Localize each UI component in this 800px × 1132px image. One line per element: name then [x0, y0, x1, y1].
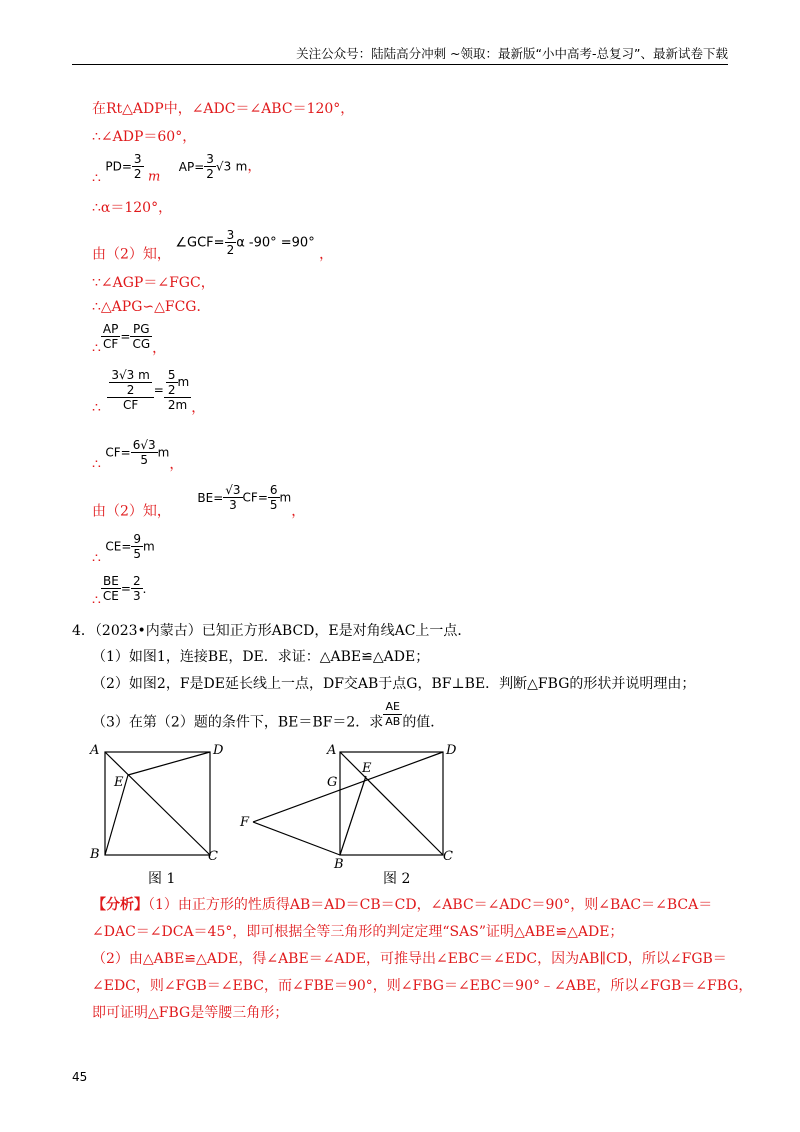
solution-line-7: ∴△APG∽△FCG．	[92, 299, 211, 315]
solution-prefix: 由（2）知，	[92, 246, 171, 263]
analysis-line-1	[92, 894, 712, 914]
therefore-symbol: ∴	[92, 550, 101, 567]
label-c: C	[443, 849, 453, 864]
comma: ，	[291, 503, 306, 520]
solution-line-10	[92, 438, 183, 474]
problem-statement: 4．（2023•内蒙古）已知正方形ABCD，E是对角线AC上一点．	[72, 623, 472, 639]
problem-part-3	[92, 700, 444, 732]
therefore-symbol: ∴	[92, 592, 101, 609]
solution-line-4: ∴α＝120°，	[92, 200, 173, 216]
solution-line-13	[92, 574, 155, 609]
label-g: G	[327, 775, 338, 790]
comma: ，	[152, 340, 167, 357]
solution-line-2: ∴∠ADP＝60°，	[92, 129, 197, 145]
be-label: BE=	[197, 490, 224, 505]
fraction: $\frac{√3}{3}$	[225, 483, 241, 512]
part-3-text: （3）在第（2）题的条件下，BE＝BF＝2．求	[92, 714, 384, 731]
figure-1-caption: 图 1	[148, 871, 176, 887]
segment-fb	[253, 822, 340, 855]
problem-part-1: （1）如图1，连接BE，DE．求证：△ABE≌△ADE；	[92, 649, 430, 665]
compound-fraction: $\frac{5}{2}$ m 2m	[164, 368, 191, 412]
part-3-suffix: 的值．	[402, 714, 445, 731]
comma: ，	[319, 246, 334, 263]
solution-line-6: ∵∠AGP＝∠FGC，	[92, 275, 215, 291]
fraction: $\frac{PG}{CG}$	[132, 322, 151, 351]
solution-line-9	[92, 368, 205, 417]
therefore-symbol: ∴	[92, 170, 101, 187]
figure-2-caption: 图 2	[383, 871, 411, 887]
sqrt-term: √3	[215, 159, 232, 174]
unit-m: m	[148, 169, 161, 185]
fraction: $\frac{3}{2}$	[226, 228, 235, 257]
unit-m: m	[157, 445, 170, 460]
cf-label: CF=	[105, 445, 131, 460]
label-c: C	[208, 849, 218, 864]
comma: ，	[191, 400, 206, 416]
fraction: $\frac{BE}{CE}$	[102, 574, 119, 603]
analysis-tag: 【分析】	[92, 897, 148, 913]
analysis-text: （1）由正方形的性质得AB＝AD＝CB＝CD，∠ABC＝∠ADC＝90°，则∠BAC＝∠BCA＝	[148, 897, 713, 913]
period: ．	[142, 581, 155, 596]
unit-m: m	[143, 539, 155, 554]
label-e: E	[114, 775, 124, 790]
fraction: $\frac{AP}{CF}$	[102, 322, 119, 351]
page-header: 关注公众号：陆陆高分冲刺 ~领取：最新版“小中高考-总复习”、最新试卷下载	[296, 46, 728, 61]
label-d: D	[446, 743, 457, 758]
header-rule	[72, 64, 728, 65]
diagonal-ac	[105, 752, 210, 855]
figure-2	[235, 740, 470, 890]
solution-line-11	[92, 483, 305, 521]
fraction: $\frac{9}{5}$	[133, 532, 142, 561]
solution-line-3	[92, 152, 261, 187]
comma: ，	[247, 158, 262, 175]
fraction: $\frac{3}{2}$	[206, 152, 214, 181]
segment-df	[253, 752, 443, 822]
analysis-line-3: （2）由△ABE≌△ADE，得∠ABE＝∠ADE，可推导出∠EBC＝∠EDC，因为AB∥CD，所以∠FGB＝	[92, 951, 727, 967]
equals: =	[120, 581, 131, 596]
fraction: $\frac{6√3}{5}$	[132, 438, 156, 467]
solution-prefix: 由（2）知，	[92, 503, 171, 520]
fraction: $\frac{2}{3}$	[132, 574, 141, 603]
segment-de	[128, 752, 210, 775]
solution-line-1: 在Rt△ADP中，∠ADC＝∠ABC＝120°，	[92, 101, 355, 117]
therefore-symbol: ∴	[92, 340, 101, 357]
comma: ，	[169, 456, 184, 473]
analysis-line-5: 即可证明△FBG是等腰三角形；	[92, 1005, 289, 1021]
problem-part-2: （2）如图2，F是DE延长线上一点，DF交AB于点G，BF⊥BE．判断△FBG的形状并说明理由；	[92, 676, 696, 692]
ap-label: AP=	[178, 159, 205, 174]
label-b: B	[334, 857, 344, 872]
label-b: B	[90, 847, 100, 862]
figure-1	[80, 740, 240, 890]
angle-gcf: ∠GCF=	[175, 235, 225, 251]
segment-be	[340, 776, 366, 855]
therefore-symbol: ∴	[92, 400, 101, 416]
solution-line-12	[92, 532, 155, 567]
solution-line-8	[92, 322, 166, 358]
fraction: $\frac{3}{2}$	[133, 152, 142, 181]
unit-m: m	[279, 490, 292, 505]
therefore-symbol: ∴	[92, 456, 101, 473]
equals: =	[153, 383, 164, 397]
label-a: A	[327, 743, 337, 758]
label-a: A	[90, 743, 100, 758]
compound-fraction: $\frac{\frac{3√3 m}{2}}{CF}$	[107, 368, 153, 412]
solution-line-5	[92, 228, 333, 264]
cf-label: CF=	[242, 490, 268, 505]
angle-expression: α -90° =90°	[236, 235, 315, 251]
page-number: 45	[72, 1070, 88, 1084]
equals: =	[120, 329, 131, 344]
label-d: D	[213, 743, 224, 758]
analysis-line-2: ∠DAC＝∠DCA＝45°，即可根据全等三角形的判定定理“SAS”证明△ABE≌△ADE；	[92, 924, 624, 940]
pd-label: PD=	[105, 159, 132, 174]
label-e: E	[362, 761, 372, 776]
analysis-line-4: ∠EDC，则∠FGB＝∠EBC，而∠FBE＝90°，则∠FBG＝∠EBC＝90°﹣∠ABE，所以∠FGB＝∠FBG，	[92, 978, 753, 994]
fraction: $\frac{6}{5}$	[269, 483, 278, 512]
ce-label: CE=	[105, 539, 132, 554]
label-f: F	[240, 815, 250, 830]
fraction-ae-ab: $\frac{AE}{AB}$	[385, 700, 401, 728]
diagonal-ac	[340, 752, 443, 855]
unit-m: m	[235, 159, 248, 174]
